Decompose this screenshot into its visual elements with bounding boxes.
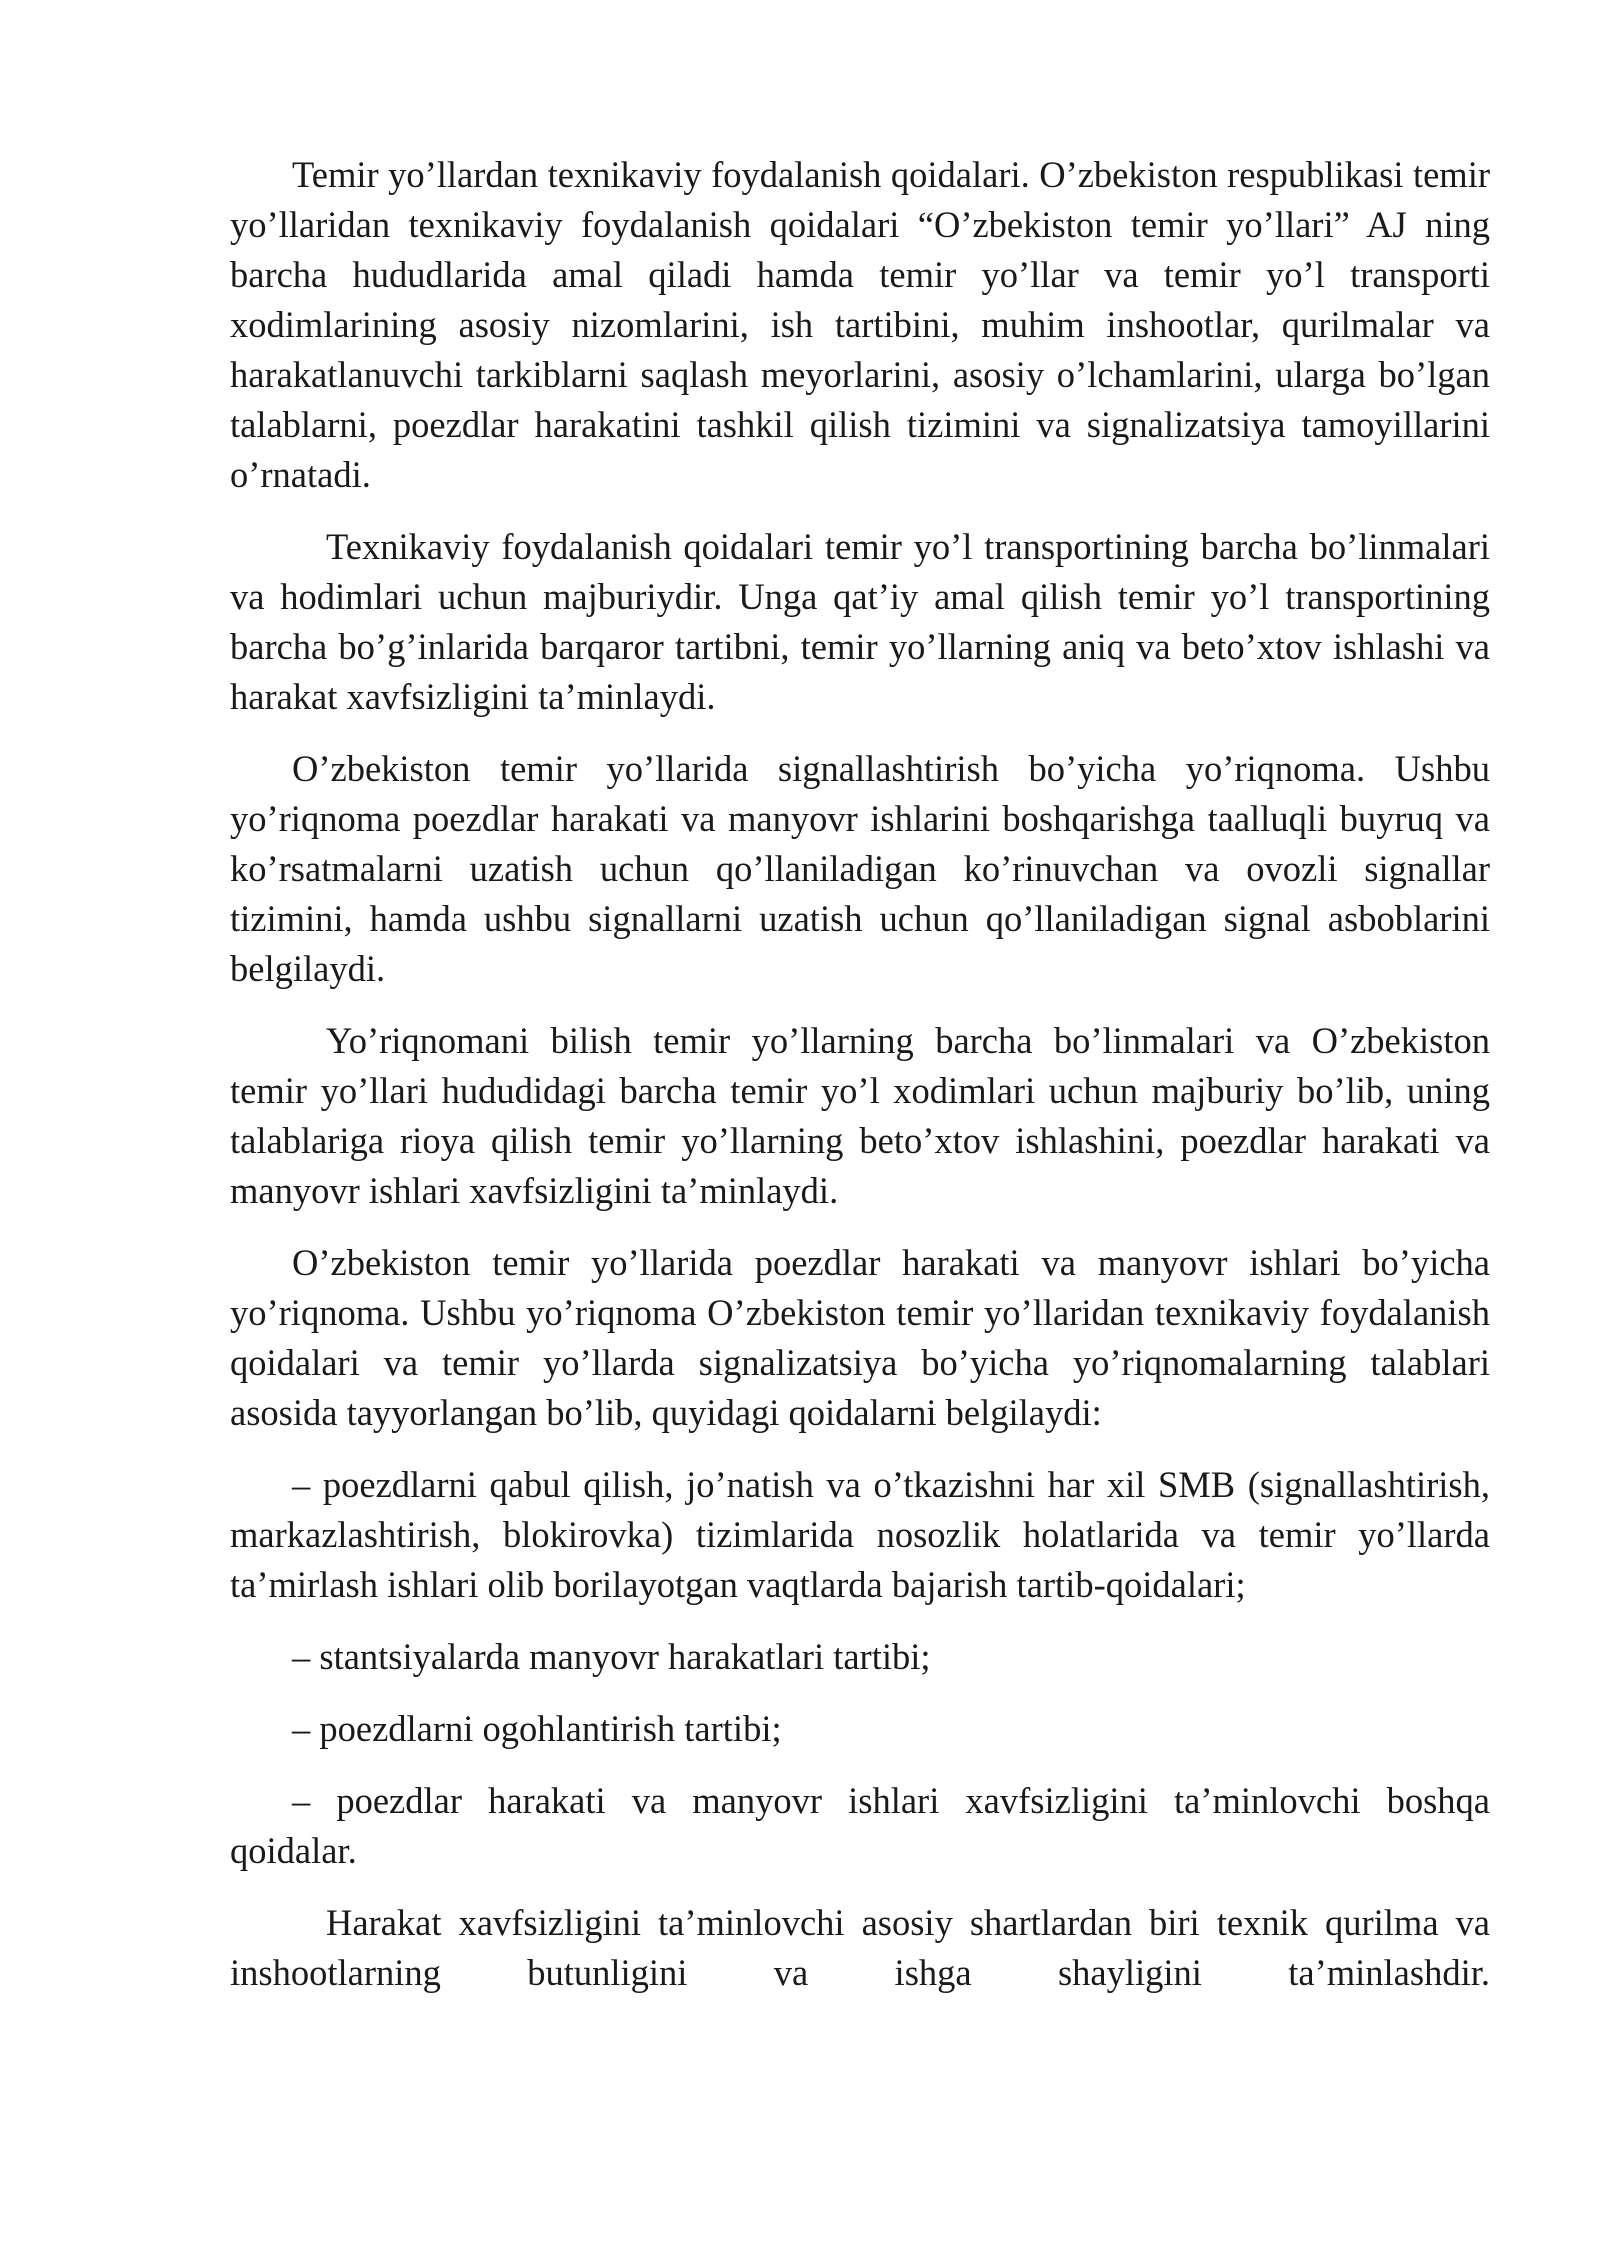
paragraph-train-movement-instruction: O’zbekiston temir yo’llarida poezdlar harakati va manyovr ishlari bo’yicha yo’riqnoma. Ushbu yo’riqnoma O’zbekiston temir yo’llaridan texnikaviy foydalanish qoidalari va temir yo’llarda signalizatsiya bo’yicha yo’riqnomalarning talablari asosida tayyorlangan bo’lib, quyidagi qoidalarni belgilaydi: (230, 1242, 1490, 1433)
list-item-shunting-order: – stantsiyalarda manyovr harakatlari tartibi; (292, 1636, 931, 1677)
paragraph-safety-conditions: Harakat xavfsizligini ta’minlovchi asosiy shartlardan biri texnik qurilma va inshootlarning butunligini va ishga shayligini ta’minlashdir. (230, 1902, 1490, 1993)
list-item-warning-order: – poezdlarni ogohlantirish tartibi; (292, 1708, 782, 1749)
paragraph-signalling-instruction: O’zbekiston temir yo’llarida signallashtirish bo’yicha yo’riqnoma. Ushbu yo’riqnoma poezdlar harakati va manyovr ishlarini boshqarishga taalluqli buyruq va ko’rsatmalarni uzatish uchun qo’llaniladigan ko’rinuvchan va ovozli signallar tizimini, hamda ushbu signallarni uzatish uchun qo’llaniladigan signal asboblarini belgilaydi. (230, 748, 1490, 989)
paragraph-instruction-knowledge: Yo’riqnomani bilish temir yo’llarning barcha bo’linmalari va O’zbekiston temir yo’llari hududidagi barcha temir yo’l xodimlari uchun majburiy bo’lib, uning talablariga rioya qilish temir yo’llarning beto’xtov ishlashini, poezdlar harakati va manyovr ishlari xavfsizligini ta’minlaydi. (230, 1020, 1490, 1211)
list-item-receiving-trains: – poezdlarni qabul qilish, jo’natish va o’tkazishni har xil SMB (signallashtirish, markazlashtirish, blokirovka) tizimlarida nosozlik holatlarida va temir yo’llarda ta’mirlash ishlari olib borilayotgan vaqtlarda bajarish tartib-qoidalari; (230, 1464, 1490, 1605)
document-page (230, 150, 1490, 2020)
list-item-other-rules: – poezdlar harakati va manyovr ishlari xavfsizligini ta’minlovchi boshqa qoidalar. (230, 1780, 1490, 1871)
paragraph-rules-mandatory: Texnikaviy foydalanish qoidalari temir yo’l transportining barcha bo’linmalari va hodimlari uchun majburiydir. Unga qat’iy amal qilish temir yo’l transportining barcha bo’g’inlarida barqaror tartibni, temir yo’llarning aniq va beto’xtov ishlashi va harakat xavfsizligini ta’minlaydi. (230, 526, 1490, 717)
paragraph-technical-operation-rules: Temir yo’llardan texnikaviy foydalanish qoidalari. O’zbekiston respublikasi temir yo’llaridan texnikaviy foydalanish qoidalari “O’zbekiston temir yo’llari” AJ ning barcha hududlarida amal qiladi hamda temir yo’llar va temir yo’l transporti xodimlarining asosiy nizomlarini, ish tartibini, muhim inshootlar, qurilmalar va harakatlanuvchi tarkiblarni saqlash meyorlarini, asosiy o’lchamlarini, ularga bo’lgan talablarni, poezdlar harakatini tashkil qilish tizimini va signalizatsiya tamoyillarini o’rnatadi. (230, 154, 1490, 495)
